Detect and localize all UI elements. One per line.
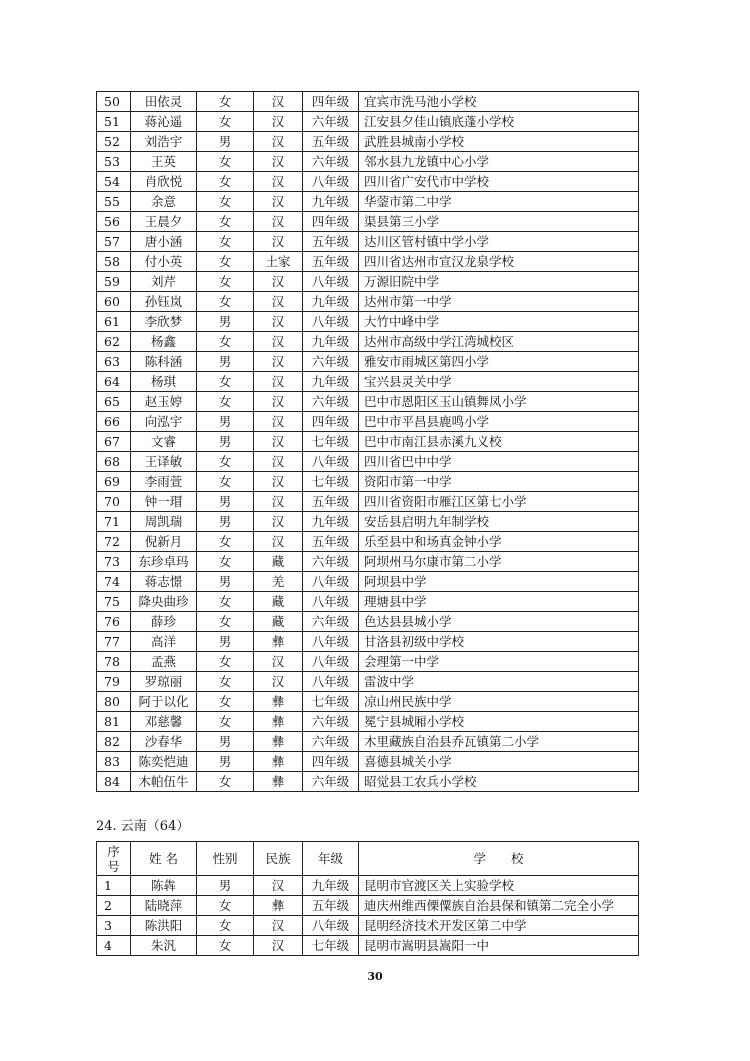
table-row <box>97 572 639 592</box>
grade-cell: 五年级 <box>303 252 359 272</box>
school-cell: 万源旧院中学 <box>359 272 639 292</box>
serial-number-cell: 52 <box>97 132 131 152</box>
header-serial-number <box>97 842 131 876</box>
table-row <box>97 132 639 152</box>
student-table-body <box>97 92 639 792</box>
serial-number-cell: 4 <box>97 936 131 956</box>
serial-number-cell: 72 <box>97 532 131 552</box>
school-cell: 昆明经济技术开发区第二中学 <box>359 916 639 936</box>
serial-number-cell: 62 <box>97 332 131 352</box>
gender-cell: 女 <box>197 332 254 352</box>
table-row <box>97 672 639 692</box>
table-row <box>97 532 639 552</box>
student-name-cell: 陆晓萍 <box>131 896 197 916</box>
table-row <box>97 92 639 112</box>
serial-number-cell: 82 <box>97 732 131 752</box>
school-cell: 木里藏族自治县乔瓦镇第二小学 <box>359 732 639 752</box>
serial-number-cell: 64 <box>97 372 131 392</box>
serial-number-cell: 79 <box>97 672 131 692</box>
gender-cell: 男 <box>197 876 254 896</box>
student-name-cell: 木帕伍牛 <box>131 772 197 792</box>
header-serial-line2: 号 <box>107 858 120 874</box>
student-name-cell: 陈犇 <box>131 876 197 896</box>
school-cell: 凉山州民族中学 <box>359 692 639 712</box>
student-name-cell: 陈奕恺迪 <box>131 752 197 772</box>
serial-number-cell: 2 <box>97 896 131 916</box>
ethnicity-cell: 彝 <box>254 712 303 732</box>
ethnicity-cell: 彝 <box>254 772 303 792</box>
student-name-cell: 向泓宇 <box>131 412 197 432</box>
table-row <box>97 152 639 172</box>
student-name-cell: 薛珍 <box>131 612 197 632</box>
gender-cell: 女 <box>197 936 254 956</box>
grade-cell: 六年级 <box>303 112 359 132</box>
serial-number-cell: 84 <box>97 772 131 792</box>
school-cell: 喜德县城关小学 <box>359 752 639 772</box>
table-row <box>97 212 639 232</box>
grade-cell: 八年级 <box>303 592 359 612</box>
serial-number-cell: 56 <box>97 212 131 232</box>
ethnicity-cell: 汉 <box>254 472 303 492</box>
header-gender: 性别 <box>197 842 254 876</box>
grade-cell: 八年级 <box>303 172 359 192</box>
student-name-cell: 降央曲珍 <box>131 592 197 612</box>
gender-cell: 女 <box>197 672 254 692</box>
ethnicity-cell: 彝 <box>254 692 303 712</box>
gender-cell: 男 <box>197 512 254 532</box>
grade-cell: 四年级 <box>303 752 359 772</box>
serial-number-cell: 51 <box>97 112 131 132</box>
table-row <box>97 112 639 132</box>
grade-cell: 六年级 <box>303 352 359 372</box>
student-name-cell: 蒋沁遥 <box>131 112 197 132</box>
gender-cell: 女 <box>197 896 254 916</box>
grade-cell: 六年级 <box>303 392 359 412</box>
student-name-cell: 文睿 <box>131 432 197 452</box>
student-name-cell: 李雨萱 <box>131 472 197 492</box>
table-row <box>97 692 639 712</box>
ethnicity-cell: 汉 <box>254 232 303 252</box>
gender-cell: 女 <box>197 252 254 272</box>
ethnicity-cell: 汉 <box>254 452 303 472</box>
ethnicity-cell: 汉 <box>254 672 303 692</box>
serial-number-cell: 63 <box>97 352 131 372</box>
grade-cell: 九年级 <box>303 292 359 312</box>
student-name-cell: 孟燕 <box>131 652 197 672</box>
table-row <box>97 372 639 392</box>
school-cell: 昆明市官渡区关上实验学校 <box>359 876 639 896</box>
table-row <box>97 592 639 612</box>
gender-cell: 女 <box>197 652 254 672</box>
student-name-cell: 杨鑫 <box>131 332 197 352</box>
gender-cell: 男 <box>197 412 254 432</box>
serial-number-cell: 78 <box>97 652 131 672</box>
grade-cell: 六年级 <box>303 732 359 752</box>
school-cell: 昭觉县工农兵小学校 <box>359 772 639 792</box>
table-row <box>97 632 639 652</box>
student-name-cell: 付小英 <box>131 252 197 272</box>
table-row <box>97 412 639 432</box>
table-row <box>97 916 639 936</box>
student-name-cell: 王英 <box>131 152 197 172</box>
gender-cell: 男 <box>197 492 254 512</box>
table-header <box>97 842 639 876</box>
ethnicity-cell: 汉 <box>254 492 303 512</box>
grade-cell: 八年级 <box>303 312 359 332</box>
school-cell: 安岳县启明九年制学校 <box>359 512 639 532</box>
ethnicity-cell: 汉 <box>254 532 303 552</box>
serial-number-cell: 66 <box>97 412 131 432</box>
school-cell: 邻水县九龙镇中心小学 <box>359 152 639 172</box>
grade-cell: 六年级 <box>303 772 359 792</box>
ethnicity-cell: 彝 <box>254 896 303 916</box>
school-cell: 雅安市雨城区第四小学 <box>359 352 639 372</box>
serial-number-cell: 83 <box>97 752 131 772</box>
grade-cell: 八年级 <box>303 452 359 472</box>
student-name-cell: 倪新月 <box>131 532 197 552</box>
ethnicity-cell: 汉 <box>254 412 303 432</box>
serial-number-cell: 68 <box>97 452 131 472</box>
ethnicity-cell: 藏 <box>254 612 303 632</box>
gender-cell: 男 <box>197 312 254 332</box>
school-cell: 江安县夕佳山镇底蓬小学校 <box>359 112 639 132</box>
serial-number-cell: 71 <box>97 512 131 532</box>
student-name-cell: 孙钰岚 <box>131 292 197 312</box>
table-row <box>97 272 639 292</box>
serial-number-cell: 67 <box>97 432 131 452</box>
student-name-cell: 田依灵 <box>131 92 197 112</box>
grade-cell: 五年级 <box>303 132 359 152</box>
school-cell: 冕宁县城厢小学校 <box>359 712 639 732</box>
student-name-cell: 罗琼丽 <box>131 672 197 692</box>
table-row <box>97 472 639 492</box>
table-row <box>97 552 639 572</box>
student-name-cell: 赵玉婷 <box>131 392 197 412</box>
gender-cell: 女 <box>197 112 254 132</box>
table-row <box>97 896 639 916</box>
table-row <box>97 652 639 672</box>
table-row <box>97 192 639 212</box>
gender-cell: 男 <box>197 132 254 152</box>
school-cell: 巴中市恩阳区玉山镇舞凤小学 <box>359 392 639 412</box>
school-cell: 四川省达州市宣汉龙泉学校 <box>359 252 639 272</box>
table-row <box>97 392 639 412</box>
school-cell: 理塘县中学 <box>359 592 639 612</box>
school-cell: 武胜县城南小学校 <box>359 132 639 152</box>
gender-cell: 女 <box>197 372 254 392</box>
ethnicity-cell: 汉 <box>254 936 303 956</box>
school-cell: 雷波中学 <box>359 672 639 692</box>
gender-cell: 女 <box>197 532 254 552</box>
serial-number-cell: 3 <box>97 916 131 936</box>
student-table-sichuan <box>96 91 639 792</box>
serial-number-cell: 53 <box>97 152 131 172</box>
table-row <box>97 772 639 792</box>
school-cell: 达州市第一中学 <box>359 292 639 312</box>
student-name-cell: 东珍卓玛 <box>131 552 197 572</box>
student-name-cell: 阿于以化 <box>131 692 197 712</box>
ethnicity-cell: 汉 <box>254 432 303 452</box>
grade-cell: 八年级 <box>303 632 359 652</box>
ethnicity-cell: 汉 <box>254 272 303 292</box>
school-cell: 渠县第三小学 <box>359 212 639 232</box>
serial-number-cell: 69 <box>97 472 131 492</box>
grade-cell: 九年级 <box>303 332 359 352</box>
page-number: 30 <box>367 970 383 983</box>
header-grade: 年级 <box>303 842 359 876</box>
student-name-cell: 邓慈馨 <box>131 712 197 732</box>
serial-number-cell: 81 <box>97 712 131 732</box>
serial-number-cell: 74 <box>97 572 131 592</box>
serial-number-cell: 70 <box>97 492 131 512</box>
gender-cell: 女 <box>197 272 254 292</box>
grade-cell: 四年级 <box>303 412 359 432</box>
ethnicity-cell: 汉 <box>254 652 303 672</box>
grade-cell: 八年级 <box>303 572 359 592</box>
serial-number-cell: 76 <box>97 612 131 632</box>
ethnicity-cell: 汉 <box>254 292 303 312</box>
serial-number-cell: 57 <box>97 232 131 252</box>
school-cell: 昆明市嵩明县嵩阳一中 <box>359 936 639 956</box>
header-serial-line1: 序 <box>107 843 120 859</box>
gender-cell: 男 <box>197 352 254 372</box>
section-title: 24. 云南（64） <box>96 819 190 834</box>
header-ethnicity: 民族 <box>254 842 303 876</box>
ethnicity-cell: 藏 <box>254 552 303 572</box>
school-cell: 阿坝县中学 <box>359 572 639 592</box>
ethnicity-cell: 汉 <box>254 332 303 352</box>
school-cell: 会理第一中学 <box>359 652 639 672</box>
grade-cell: 九年级 <box>303 876 359 896</box>
grade-cell: 八年级 <box>303 672 359 692</box>
school-cell: 巴中市平昌县鹿鸣小学 <box>359 412 639 432</box>
gender-cell: 男 <box>197 732 254 752</box>
gender-cell: 女 <box>197 292 254 312</box>
grade-cell: 四年级 <box>303 212 359 232</box>
gender-cell: 女 <box>197 552 254 572</box>
gender-cell: 女 <box>197 592 254 612</box>
grade-cell: 八年级 <box>303 272 359 292</box>
table-row <box>97 432 639 452</box>
grade-cell: 六年级 <box>303 712 359 732</box>
ethnicity-cell: 彝 <box>254 632 303 652</box>
student-name-cell: 肖欣悦 <box>131 172 197 192</box>
serial-number-cell: 75 <box>97 592 131 612</box>
grade-cell: 四年级 <box>303 92 359 112</box>
ethnicity-cell: 汉 <box>254 352 303 372</box>
ethnicity-cell: 汉 <box>254 916 303 936</box>
serial-number-cell: 61 <box>97 312 131 332</box>
school-cell: 宜宾市洗马池小学校 <box>359 92 639 112</box>
student-name-cell: 李欣梦 <box>131 312 197 332</box>
table-row <box>97 352 639 372</box>
table-row <box>97 512 639 532</box>
gender-cell: 男 <box>197 572 254 592</box>
table-row <box>97 876 639 896</box>
student-name-cell: 杨琪 <box>131 372 197 392</box>
grade-cell: 五年级 <box>303 232 359 252</box>
school-cell: 四川省广安代市中学校 <box>359 172 639 192</box>
school-cell: 大竹中峰中学 <box>359 312 639 332</box>
student-name-cell: 唐小涵 <box>131 232 197 252</box>
gender-cell: 男 <box>197 632 254 652</box>
ethnicity-cell: 汉 <box>254 152 303 172</box>
grade-cell: 九年级 <box>303 512 359 532</box>
school-cell: 阿坝州马尔康市第二小学 <box>359 552 639 572</box>
gender-cell: 男 <box>197 432 254 452</box>
table-row <box>97 452 639 472</box>
ethnicity-cell: 藏 <box>254 592 303 612</box>
student-name-cell: 余意 <box>131 192 197 212</box>
header-school: 学 校 <box>359 842 639 876</box>
gender-cell: 女 <box>197 152 254 172</box>
grade-cell: 七年级 <box>303 472 359 492</box>
serial-number-cell: 73 <box>97 552 131 572</box>
serial-number-cell: 80 <box>97 692 131 712</box>
student-name-cell: 沙春华 <box>131 732 197 752</box>
table-row <box>97 332 639 352</box>
student-table-body <box>97 876 639 956</box>
serial-number-cell: 65 <box>97 392 131 412</box>
grade-cell: 六年级 <box>303 152 359 172</box>
grade-cell: 五年级 <box>303 492 359 512</box>
ethnicity-cell: 汉 <box>254 212 303 232</box>
student-name-cell: 朱汎 <box>131 936 197 956</box>
gender-cell: 女 <box>197 916 254 936</box>
school-cell: 乐至县中和场真金钟小学 <box>359 532 639 552</box>
table-row <box>97 492 639 512</box>
grade-cell: 九年级 <box>303 372 359 392</box>
ethnicity-cell: 汉 <box>254 392 303 412</box>
serial-number-cell: 54 <box>97 172 131 192</box>
table-row <box>97 172 639 192</box>
ethnicity-cell: 土家 <box>254 252 303 272</box>
ethnicity-cell: 汉 <box>254 192 303 212</box>
serial-number-cell: 55 <box>97 192 131 212</box>
grade-cell: 九年级 <box>303 192 359 212</box>
ethnicity-cell: 汉 <box>254 312 303 332</box>
student-name-cell: 陈科涵 <box>131 352 197 372</box>
school-cell: 华蓥市第二中学 <box>359 192 639 212</box>
ethnicity-cell: 彝 <box>254 752 303 772</box>
gender-cell: 女 <box>197 232 254 252</box>
table-row <box>97 936 639 956</box>
student-name-cell: 王晨夕 <box>131 212 197 232</box>
serial-number-cell: 59 <box>97 272 131 292</box>
school-cell: 四川省巴中中学 <box>359 452 639 472</box>
ethnicity-cell: 汉 <box>254 512 303 532</box>
gender-cell: 女 <box>197 692 254 712</box>
student-name-cell: 陈洪阳 <box>131 916 197 936</box>
ethnicity-cell: 汉 <box>254 112 303 132</box>
school-cell: 宝兴县灵关中学 <box>359 372 639 392</box>
student-name-cell: 高洋 <box>131 632 197 652</box>
school-cell: 达川区管村镇中学小学 <box>359 232 639 252</box>
serial-number-cell: 58 <box>97 252 131 272</box>
grade-cell: 七年级 <box>303 432 359 452</box>
header-name: 姓 名 <box>131 842 197 876</box>
grade-cell: 八年级 <box>303 652 359 672</box>
ethnicity-cell: 汉 <box>254 132 303 152</box>
student-name-cell: 蒋志憬 <box>131 572 197 592</box>
grade-cell: 七年级 <box>303 936 359 956</box>
table-row <box>97 232 639 252</box>
student-name-cell: 钟一瑁 <box>131 492 197 512</box>
header-row <box>97 842 639 876</box>
school-cell: 迪庆州维西傈僳族自治县保和镇第二完全小学 <box>359 896 639 916</box>
grade-cell: 七年级 <box>303 692 359 712</box>
student-name-cell: 王译敏 <box>131 452 197 472</box>
student-name-cell: 刘芹 <box>131 272 197 292</box>
school-cell: 资阳市第一中学 <box>359 472 639 492</box>
school-cell: 色达县县城小学 <box>359 612 639 632</box>
grade-cell: 五年级 <box>303 532 359 552</box>
table-row <box>97 312 639 332</box>
grade-cell: 六年级 <box>303 612 359 632</box>
table-row <box>97 612 639 632</box>
school-cell: 甘洛县初级中学校 <box>359 632 639 652</box>
table-row <box>97 732 639 752</box>
ethnicity-cell: 汉 <box>254 172 303 192</box>
gender-cell: 女 <box>197 172 254 192</box>
ethnicity-cell: 汉 <box>254 372 303 392</box>
gender-cell: 女 <box>197 472 254 492</box>
student-name-cell: 刘浩宇 <box>131 132 197 152</box>
table-row <box>97 292 639 312</box>
gender-cell: 女 <box>197 452 254 472</box>
school-cell: 四川省资阳市雁江区第七小学 <box>359 492 639 512</box>
ethnicity-cell: 彝 <box>254 732 303 752</box>
student-name-cell: 周凯瑞 <box>131 512 197 532</box>
gender-cell: 女 <box>197 612 254 632</box>
serial-number-cell: 60 <box>97 292 131 312</box>
serial-number-cell: 50 <box>97 92 131 112</box>
serial-number-cell: 1 <box>97 876 131 896</box>
table-row <box>97 712 639 732</box>
school-cell: 达州市高级中学江湾城校区 <box>359 332 639 352</box>
ethnicity-cell: 汉 <box>254 876 303 896</box>
ethnicity-cell: 汉 <box>254 92 303 112</box>
grade-cell: 六年级 <box>303 552 359 572</box>
ethnicity-cell: 羌 <box>254 572 303 592</box>
gender-cell: 女 <box>197 772 254 792</box>
table-row <box>97 752 639 772</box>
serial-number-cell: 77 <box>97 632 131 652</box>
gender-cell: 女 <box>197 192 254 212</box>
gender-cell: 女 <box>197 212 254 232</box>
gender-cell: 男 <box>197 752 254 772</box>
table-row <box>97 252 639 272</box>
gender-cell: 女 <box>197 392 254 412</box>
gender-cell: 女 <box>197 92 254 112</box>
grade-cell: 八年级 <box>303 916 359 936</box>
gender-cell: 女 <box>197 712 254 732</box>
grade-cell: 五年级 <box>303 896 359 916</box>
student-table-yunnan <box>96 841 639 956</box>
school-cell: 巴中市南江县赤溪九义校 <box>359 432 639 452</box>
